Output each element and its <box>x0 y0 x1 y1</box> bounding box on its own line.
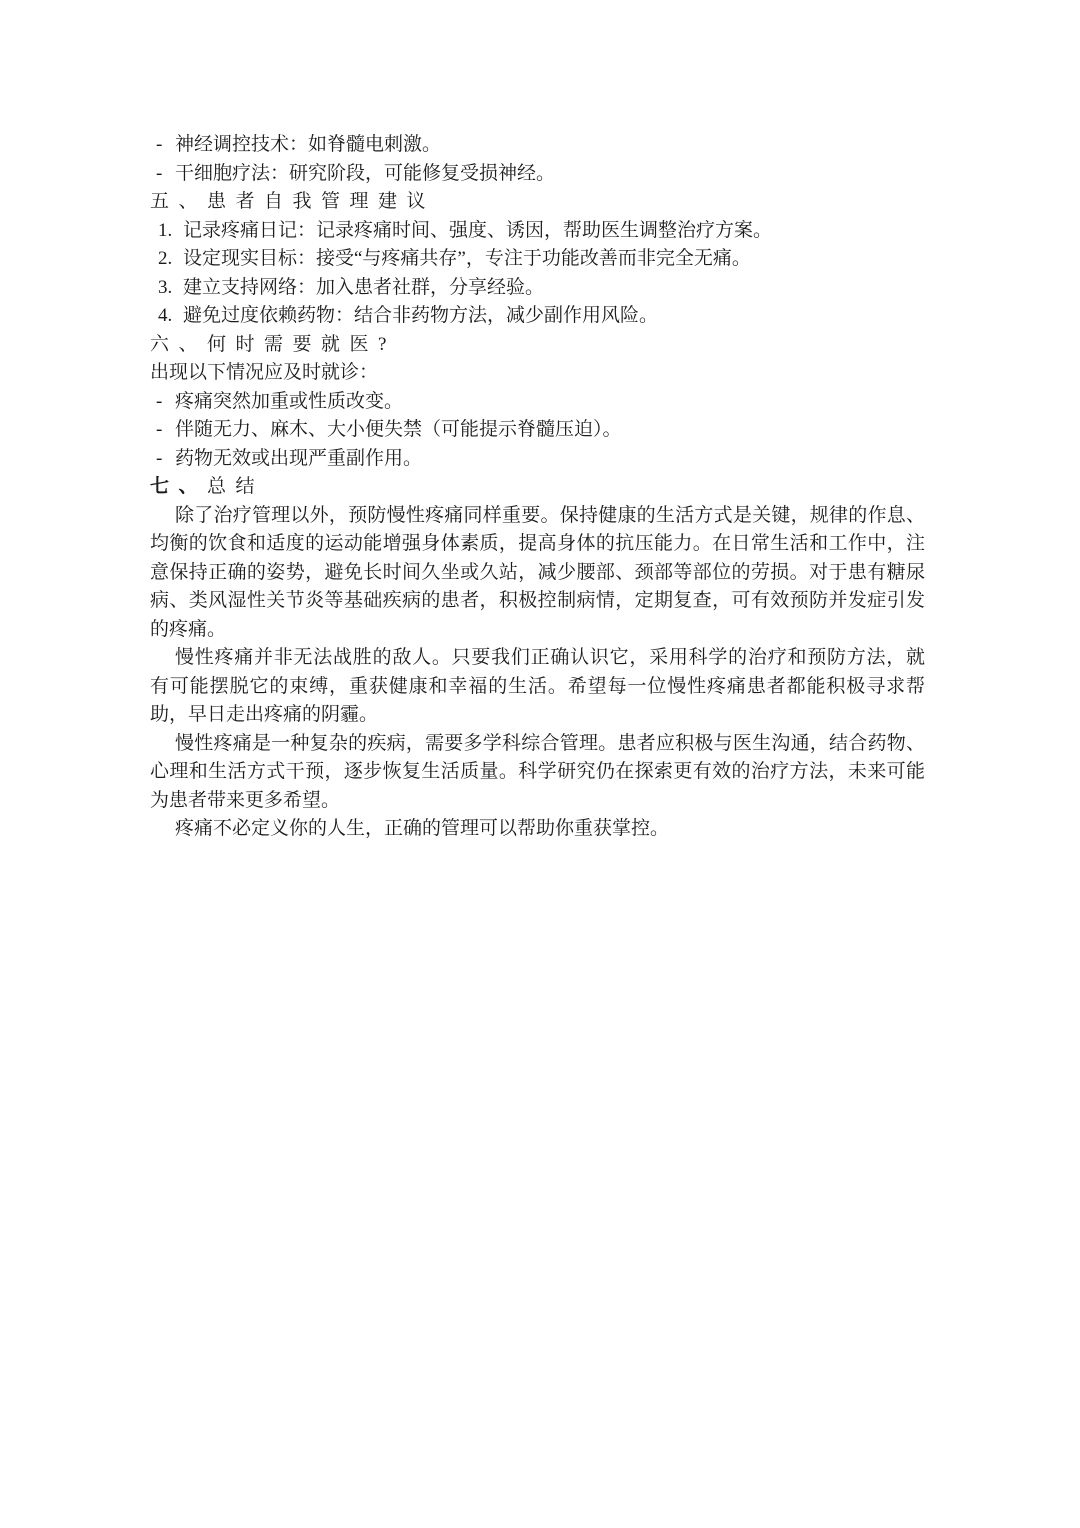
paragraph-line: 疼痛不必定义你的人生，正确的管理可以帮助你重获掌控。 <box>175 818 670 839</box>
item-number: 4. <box>158 305 173 326</box>
bullet-marker: - <box>156 162 163 184</box>
item-text: 避免过度依赖药物：结合非药物方法，减少副作用风险。 <box>183 305 659 326</box>
item-number: 1. <box>158 219 173 241</box>
paragraph-line: 病、类风湿性关节炎等基础疾病的患者，积极控制病情，定期复查，可有效预防并发症引发 <box>150 590 925 611</box>
section-heading-text: 总结 <box>207 476 265 497</box>
numbered-item <box>150 217 925 246</box>
bullet-text: 神经调控技术：如脊髓电刺激。 <box>175 134 442 155</box>
bullet-line <box>150 445 925 474</box>
bullet-line <box>150 388 925 417</box>
paragraph-line: 慢性疼痛并非无法战胜的敌人。只要我们正确认识它，采用科学的治疗和预防方法，就 <box>175 647 925 668</box>
bullet-marker: - <box>156 447 163 469</box>
bullet-line <box>150 131 925 160</box>
document-content <box>150 131 925 844</box>
item-number: 2. <box>158 248 173 269</box>
numbered-item <box>150 274 925 303</box>
paragraph-line: 除了治疗管理以外，预防慢性疼痛同样重要。保持健康的生活方式是关键，规律的作息、 <box>175 504 925 526</box>
paragraph-line: 心理和生活方式干预，逐步恢复生活质量。科学研究仍在探索更有效的治疗方法，未来可能 <box>150 761 925 782</box>
bullet-marker: - <box>156 134 163 155</box>
paragraph-line: 为患者带来更多希望。 <box>150 789 341 811</box>
bullet-text: 疼痛突然加重或性质改变。 <box>175 390 404 412</box>
paragraph-line: 有可能摆脱它的束缚，重获健康和幸福的生活。希望每一位慢性疼痛患者都能积极寻求帮 <box>150 675 925 697</box>
item-text: 建立支持网络：加入患者社群，分享经验。 <box>183 276 545 298</box>
intro-line: 出现以下情况应及时就诊： <box>150 362 379 383</box>
bullet-line <box>150 160 925 189</box>
bullet-marker: - <box>156 419 163 440</box>
numbered-item <box>150 302 925 331</box>
paragraph-line: 意保持正确的姿势，避免长时间久坐或久站，减少腰部、颈部等部位的劳损。对于患有糖尿 <box>150 561 925 583</box>
section-heading-prefix: 七、 <box>150 476 208 497</box>
bullet-text: 干细胞疗法：研究阶段，可能修复受损神经。 <box>175 162 556 184</box>
numbered-item <box>150 245 925 274</box>
paragraph-line: 的疼痛。 <box>150 618 227 640</box>
section-heading-6: 六、何时需要就医? <box>150 333 396 355</box>
item-text: 设定现实目标：接受“与疼痛共存”，专注于功能改善而非完全无痛。 <box>183 248 751 269</box>
paragraph-line: 助，早日走出疼痛的阴霾。 <box>150 704 379 725</box>
section-heading-5: 五、患者自我管理建议 <box>150 191 436 212</box>
item-number: 3. <box>158 276 173 298</box>
bullet-marker: - <box>156 390 163 412</box>
bullet-line <box>150 416 925 445</box>
section-heading-7 <box>150 473 925 502</box>
paragraph-line: 均衡的饮食和适度的运动能增强身体素质，提高身体的抗压能力。在日常生活和工作中，注 <box>150 533 925 554</box>
paragraph-line: 慢性疼痛是一种复杂的疾病，需要多学科综合管理。患者应积极与医生沟通，结合药物、 <box>175 732 925 754</box>
bullet-text: 药物无效或出现严重副作用。 <box>175 447 423 469</box>
bullet-text: 伴随无力、麻木、大小便失禁（可能提示脊髓压迫）。 <box>175 419 622 440</box>
item-text: 记录疼痛日记：记录疼痛时间、强度、诱因，帮助医生调整治疗方案。 <box>183 219 773 241</box>
